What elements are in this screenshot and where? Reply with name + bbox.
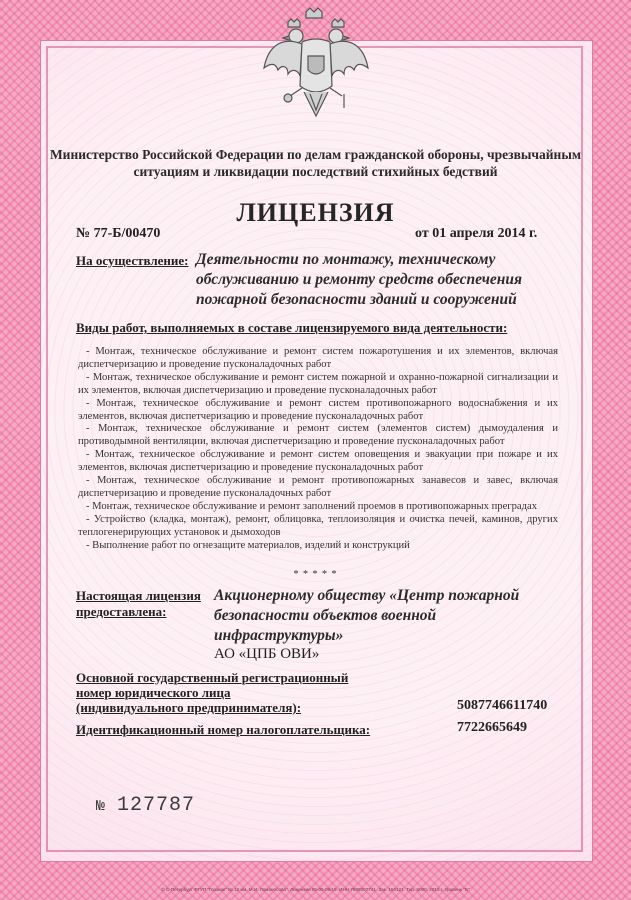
- printer-imprint: © С-Петербург ФГУП "Гоззнак" № 12 им. М.И. Ломоносова". Лицензия 05-05-09/19. ИНН 7808007741. Зак. 150121. Тир. 5000. 2015 г. Уровень "Б": [161, 887, 470, 892]
- activity-line-2: обслуживанию и ремонту средств обеспечения: [196, 271, 523, 288]
- work-item: - Монтаж, техническое обслуживание и ремонт систем пожаротушения и их элементов, включая диспетчеризацию и проведение пусконаладочных работ: [78, 346, 558, 370]
- activity-line-3: пожарной безопасности зданий и сооружений: [196, 291, 517, 308]
- work-item: - Устройство (кладка, монтаж), ремонт, облицовка, теплоизоляция и очистка печей, каминов, других теплогенерирующих установок и дымоходов: [78, 513, 558, 538]
- organization-line-2: безопасности объектов военной: [214, 607, 437, 624]
- blank-number-prefix: №: [96, 798, 106, 815]
- ogrn-label-line-3: (индивидуального предпринимателя):: [76, 700, 302, 715]
- ogrn-value: 5087746611740: [457, 698, 548, 713]
- organization-line-1: Акционерному обществу «Центр пожарной: [214, 587, 520, 604]
- coat-of-arms-icon: [262, 6, 370, 122]
- work-item: - Монтаж, техническое обслуживание и ремонт систем пожарной и охранно-пожарной сигнализации и их элементов, включая диспетчеризацию и проведение пусконаладочных работ: [78, 371, 558, 396]
- work-item: - Монтаж, техническое обслуживание и ремонт систем противопожарного водоснабжения и их элементов, включая диспетчеризацию и проведение пусконаладочных работ: [78, 397, 558, 422]
- works-heading: Виды работ, выполняемых в составе лицензируемого вида деятельности:: [76, 320, 508, 335]
- issuing-authority: Министерство Российской Федерации по делам гражданской обороны, чрезвычайным ситуациям и ликвидации последствий стихийных бедствий: [49, 147, 582, 179]
- work-item: - Монтаж, техническое обслуживание и ремонт противопожарных занавесов и завес, включая диспетчеризацию и проведение пусконаладочных работ: [78, 475, 558, 499]
- activity-line-1: Деятельности по монтажу, техническому: [196, 251, 496, 268]
- organization-short-name: АО «ЦПБ ОВИ»: [214, 646, 320, 662]
- ogrn-label-line-2: номер юридического лица: [76, 685, 231, 700]
- work-item: - Выполнение работ по огнезащите материалов, изделий и конструкций: [86, 539, 410, 551]
- inn-value: 7722665649: [457, 720, 527, 735]
- work-item: - Монтаж, техническое обслуживание и ремонт систем (элементов систем) дымоудаления и противодымной вентиляции, включая диспетчеризацию и проведение пусконаладочных работ: [78, 423, 558, 448]
- granted-label-line-2: предоставлена:: [76, 604, 167, 619]
- granted-label-line-1: Настоящая лицензия: [76, 588, 201, 603]
- blank-serial-number: [96, 794, 195, 817]
- license-number: № 77-Б/00470: [76, 226, 161, 241]
- separator-stars: * * * * *: [293, 569, 338, 580]
- document-title: ЛИЦЕНЗИЯ: [236, 198, 395, 227]
- works-list: [78, 346, 558, 553]
- blank-number-value: 127787: [117, 794, 196, 817]
- organization-line-3: инфраструктуры»: [214, 627, 344, 644]
- ogrn-label-line-1: Основной государственный регистрационный: [76, 670, 349, 685]
- inn-label: Идентификационный номер налогоплательщика:: [76, 722, 371, 737]
- license-date: от 01 апреля 2014 г.: [415, 226, 538, 241]
- work-item: - Монтаж, техническое обслуживание и ремонт заполнений проемов в противопожарных преградах: [86, 500, 538, 512]
- work-item: - Монтаж, техническое обслуживание и ремонт систем оповещения и эвакуации при пожаре и их элементов, включая диспетчеризацию и проведение пусконаладочных работ: [78, 449, 558, 474]
- activity-label: На осуществление:: [76, 253, 189, 268]
